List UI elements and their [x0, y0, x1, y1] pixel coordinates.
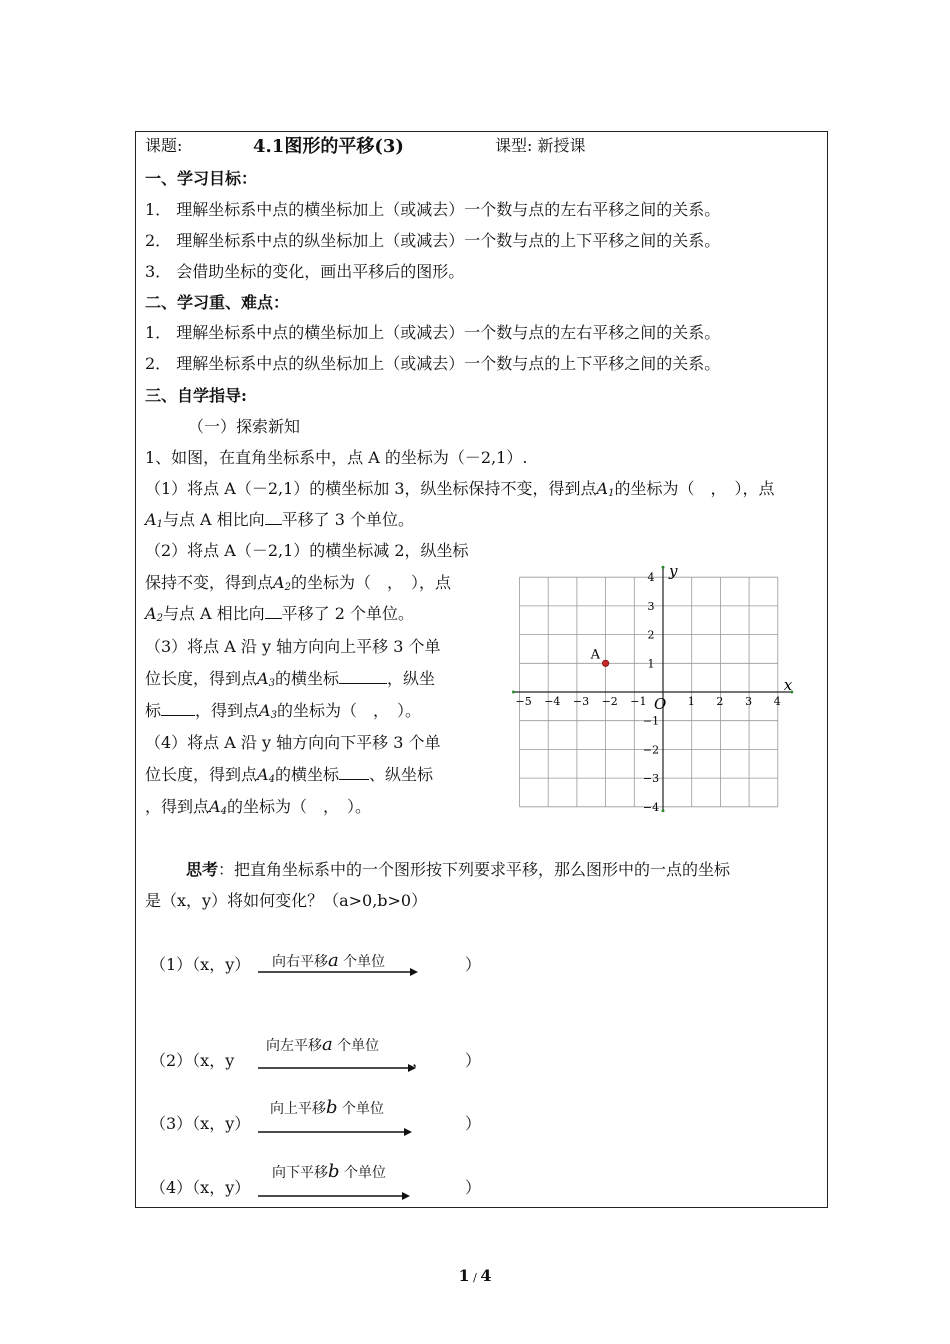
axis-end-marker — [662, 809, 665, 812]
section-goals-heading: 一、学习目标： — [145, 169, 258, 188]
blank[interactable] — [161, 701, 195, 716]
lesson-title: 4.1图形的平移(3) — [253, 136, 404, 157]
goal-item: 2． 理解坐标系中点的纵坐标加上（或减去）一个数与点的上下平移之间的关系。 — [145, 231, 721, 250]
x-axis-label: x — [783, 676, 793, 694]
page-number: 1 — [458, 1266, 470, 1285]
transform-prefix: （2）（x，y — [150, 1051, 235, 1070]
focus-item: 1． 理解坐标系中点的横坐标加上（或减去）一个数与点的左右平移之间的关系。 — [145, 323, 721, 342]
arrow-right-icon — [258, 1126, 420, 1138]
question-1-3-line2: 位长度，得到点$A_3$的横坐标 ，纵坐 — [145, 669, 435, 689]
arrow-right-icon — [258, 966, 420, 978]
x-tick-label: 4 — [773, 695, 781, 708]
x-tick-label: −3 — [572, 695, 590, 708]
arrow-right-icon — [258, 1062, 420, 1074]
question-1-3-line3: 标 ，得到点$A_3$的坐标为（ ， ）。 — [145, 701, 421, 721]
y-tick-label: −4 — [642, 800, 660, 814]
blank[interactable] — [265, 604, 282, 619]
section-focus-heading: 二、学习重、难点： — [145, 293, 290, 312]
y-tick-label: −1 — [642, 714, 660, 728]
blank[interactable] — [339, 765, 369, 780]
lesson-type: 课型: 新授课 — [495, 136, 586, 155]
blank[interactable] — [339, 669, 387, 684]
y-tick-label: 4 — [647, 571, 655, 585]
x-tick-label: 1 — [687, 695, 695, 708]
question-1-1-line2: $A_1$与点 A 相比向 平移了 3 个单位。 — [145, 510, 415, 530]
transform-answer-close[interactable]: ） — [465, 1114, 482, 1133]
question-1: 1、如图，在直角坐标系中，点 A 的坐标为（－2,1）. — [145, 448, 528, 467]
transform-answer-close[interactable]: ） — [465, 1051, 482, 1070]
page-total: 4 — [480, 1266, 492, 1285]
arrow-right-icon — [258, 1190, 420, 1202]
question-1-2-line2: 保持不变，得到点$A_2$的坐标为（ ， ），点 — [145, 573, 451, 593]
x-tick-label: −5 — [515, 695, 532, 708]
think-line1: 思考：把直角坐标系中的一个图形按下列要求平移，那么图形中的一点的坐标 — [186, 860, 731, 879]
section-guide-heading: 三、自学指导: — [145, 386, 247, 405]
topic-label: 课题: — [145, 136, 183, 155]
transform-prefix: （4）（x，y） — [150, 1178, 251, 1197]
y-tick-label: −2 — [642, 743, 660, 757]
y-tick-label: 2 — [647, 628, 655, 642]
question-1-2-line1: （2）将点 A（－2,1）的横坐标减 2，纵坐标 — [145, 541, 469, 560]
x-tick-label: −4 — [544, 695, 561, 708]
question-1-4-line1: （4）将点 A 沿 y 轴方向向下平移 3 个单 — [145, 733, 441, 752]
arrow-label: 向上平移b 个单位 — [270, 1097, 384, 1118]
transform-answer-close[interactable]: ） — [465, 955, 482, 974]
y-tick-label: 3 — [647, 599, 655, 613]
subsection-title: （一）探索新知 — [188, 417, 301, 436]
x-tick-label: 2 — [716, 695, 724, 708]
question-1-1-line1: （1）将点 A（－2,1）的横坐标加 3，纵坐标保持不变，得到点$A_1$的坐标为（ ， ），点 — [145, 479, 775, 499]
coordinate-plane — [505, 555, 805, 820]
y-tick-label: −3 — [642, 772, 660, 786]
question-1-4-line3: ，得到点$A_4$的坐标为（ ， ）。 — [145, 797, 371, 817]
question-1-2-line3: $A_2$与点 A 相比向 平移了 2 个单位。 — [145, 604, 415, 624]
comma: ， — [412, 1051, 429, 1070]
x-tick-label: −2 — [601, 695, 618, 708]
y-axis-label: y — [669, 562, 678, 581]
arrow-label: 向下平移b 个单位 — [272, 1161, 386, 1182]
axis-end-marker — [662, 566, 665, 569]
point-a1-label: $A_1$ — [596, 479, 615, 499]
arrow-label: 向左平移a 个单位 — [266, 1034, 380, 1055]
arrow-label: 向右平移a 个单位 — [272, 950, 386, 971]
transform-answer-close[interactable]: ） — [465, 1178, 482, 1197]
page-footer: 1 / 4 — [458, 1266, 492, 1285]
y-tick-label: 1 — [647, 657, 655, 671]
goal-item: 1． 理解坐标系中点的横坐标加上（或减去）一个数与点的左右平移之间的关系。 — [145, 200, 721, 219]
transform-prefix: （1）（x，y） — [150, 955, 251, 974]
focus-item: 2． 理解坐标系中点的纵坐标加上（或减去）一个数与点的上下平移之间的关系。 — [145, 354, 721, 373]
point-a-label: A — [590, 647, 600, 663]
axis-end-marker — [512, 691, 515, 694]
question-1-4-line2: 位长度，得到点$A_4$的横坐标 、纵坐标 — [145, 765, 433, 785]
question-1-3-line1: （3）将点 A 沿 y 轴方向向上平移 3 个单 — [145, 637, 441, 656]
transform-prefix: （3）（x，y） — [150, 1114, 251, 1133]
blank[interactable] — [265, 510, 282, 525]
goal-item: 3． 会借助坐标的变化，画出平移后的图形。 — [145, 262, 465, 281]
point-a-marker — [602, 660, 608, 666]
x-tick-label: −1 — [630, 695, 647, 708]
x-tick-label: 3 — [745, 695, 753, 708]
origin-label: O — [654, 695, 667, 713]
think-line2: 是（x，y）将如何变化？（a>0,b>0） — [145, 891, 428, 910]
